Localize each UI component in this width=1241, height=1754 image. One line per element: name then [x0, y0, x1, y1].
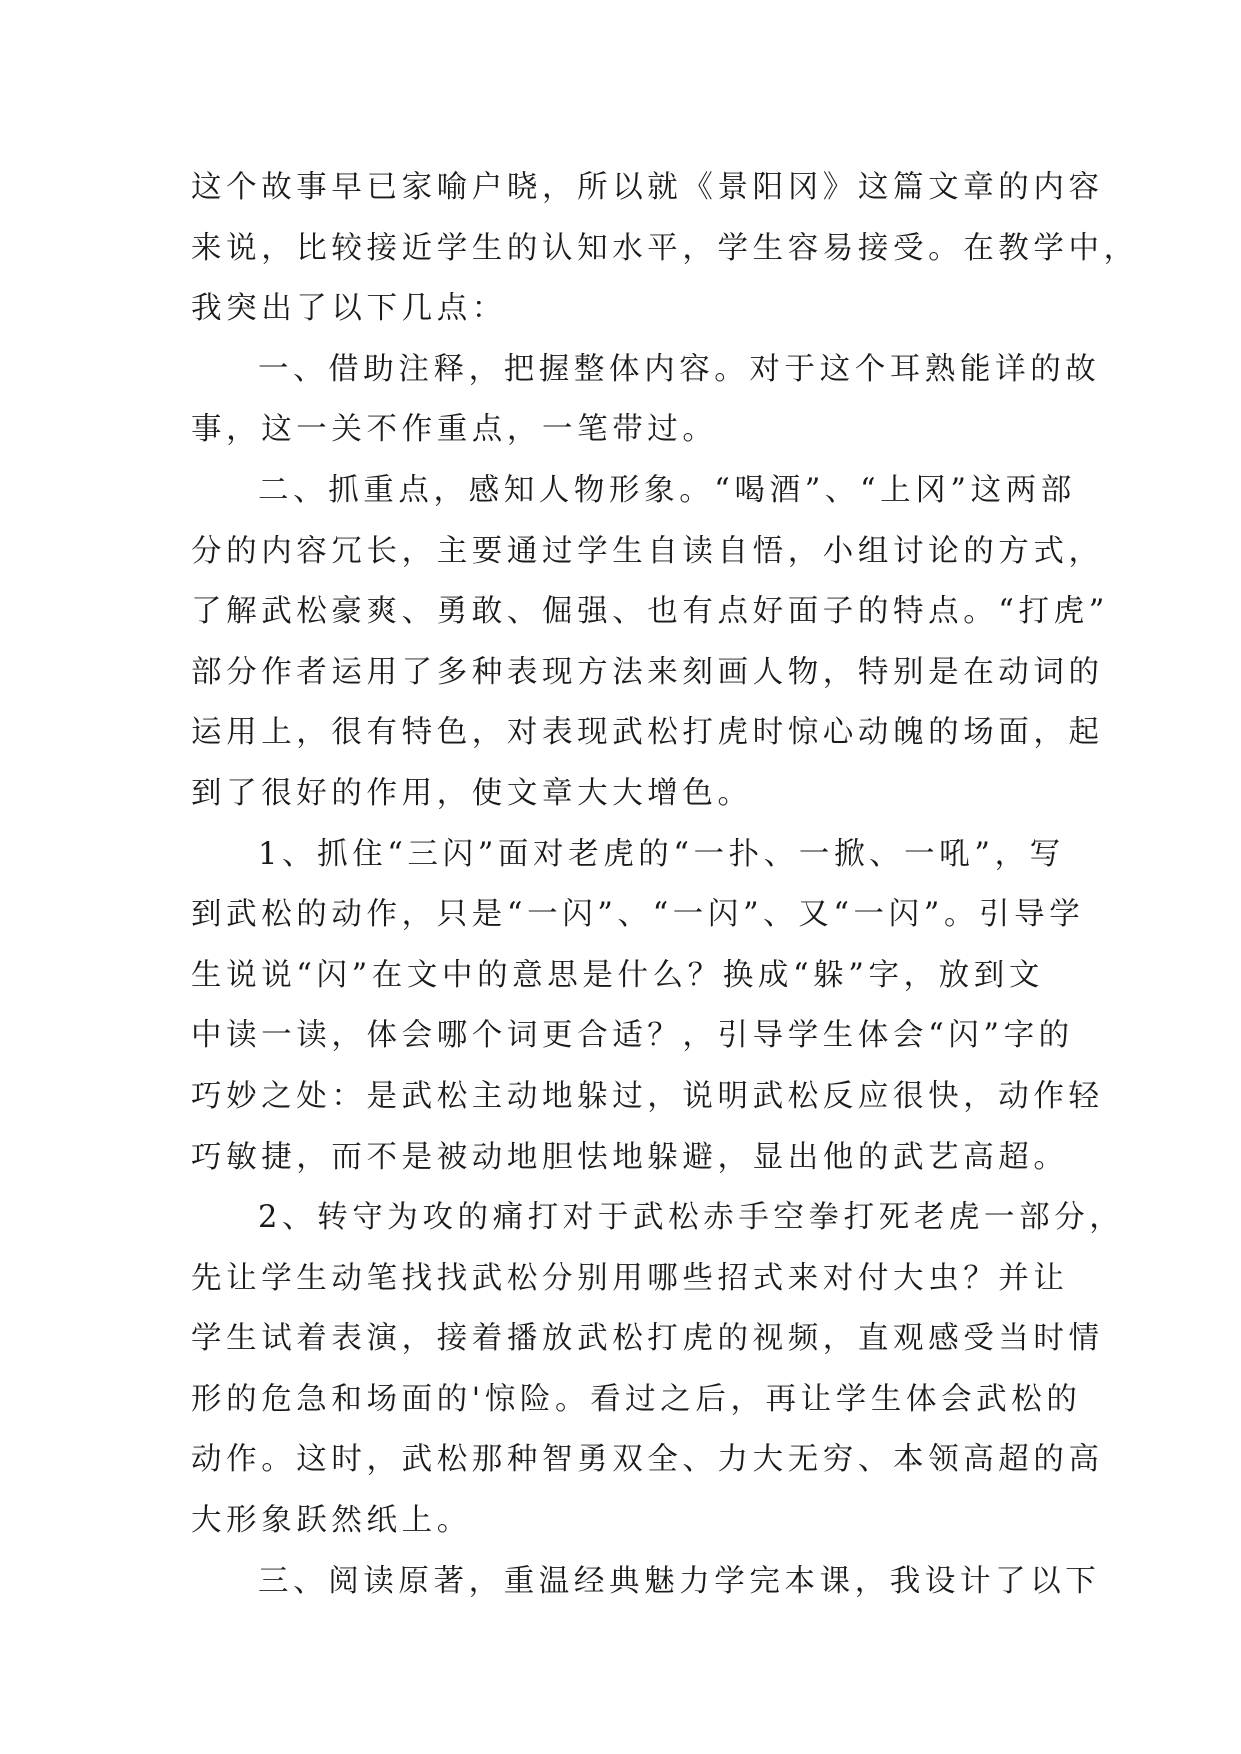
text-line: 运用上，很有特色，对表现武松打虎时惊心动魄的场面，起	[191, 715, 1104, 751]
text-line: 了解武松豪爽、勇敢、倔强、也有点好面子的特点。“打虎”	[191, 594, 1109, 630]
text-line: 分的内容冗长，主要通过学生自读自悟，小组讨论的方式，	[191, 533, 1104, 569]
paragraph-point-two	[191, 461, 1109, 825]
text-line: 一、借助注释，把握整体内容。对于这个耳熟能详的故	[258, 351, 1101, 387]
text-line: 1、抓住“三闪”面对老虎的“一扑、一掀、一吼”，写	[258, 836, 1065, 872]
paragraph-intro	[191, 158, 1139, 340]
text-line: 先让学生动笔找找武松分别用哪些招式来对付大虫？并让	[191, 1260, 1069, 1296]
text-line: 形的危急和场面的'惊险。看过之后，再让学生体会武松的	[191, 1381, 1082, 1417]
text-line: 事，这一关不作重点，一笔带过。	[191, 412, 718, 448]
paragraph-point-three	[191, 1552, 1101, 1613]
text-line: 部分作者运用了多种表现方法来刻画人物，特别是在动词的	[191, 654, 1104, 690]
text-line: 这个故事早已家喻户晓，所以就《景阳冈》这篇文章的内容	[191, 170, 1104, 205]
body-text	[191, 158, 1139, 1612]
text-line: 大形象跃然纸上。	[191, 1503, 472, 1539]
paragraph-sub-one	[191, 825, 1104, 1189]
text-line: 巧妙之处：是武松主动地躲过，说明武松反应很快，动作轻	[191, 1078, 1104, 1114]
text-line: 二、抓重点，感知人物形象。“喝酒”、“上冈”这两部	[258, 472, 1076, 508]
text-line: 来说，比较接近学生的认知水平，学生容易接受。在教学中，	[191, 230, 1139, 266]
text-line: 2、转守为攻的痛打对于武松赤手空拳打死老虎一部分，	[258, 1200, 1125, 1236]
text-line: 我突出了以下几点：	[191, 291, 507, 327]
text-line: 到武松的动作，只是“一闪”、“一闪”、又“一闪”。引导学	[191, 897, 1085, 933]
text-line: 到了很好的作用，使文章大大增色。	[191, 775, 753, 811]
paragraph-sub-two	[191, 1188, 1125, 1552]
text-line: 动作。这时，武松那种智勇双全、力大无穷、本领高超的高	[191, 1442, 1104, 1478]
text-line: 巧敏捷，而不是被动地胆怯地躲避，显出他的武艺高超。	[191, 1139, 1069, 1175]
text-line: 生说说“闪”在文中的意思是什么？换成“躲”字，放到文	[191, 957, 1044, 993]
text-line: 中读一读，体会哪个词更合适？，引导学生体会“闪”字的	[191, 1018, 1074, 1054]
text-line: 学生试着表演，接着播放武松打虎的视频，直观感受当时情	[191, 1321, 1104, 1357]
paragraph-point-one	[191, 340, 1101, 461]
text-line: 三、阅读原著，重温经典魅力学完本课，我设计了以下	[258, 1563, 1101, 1599]
